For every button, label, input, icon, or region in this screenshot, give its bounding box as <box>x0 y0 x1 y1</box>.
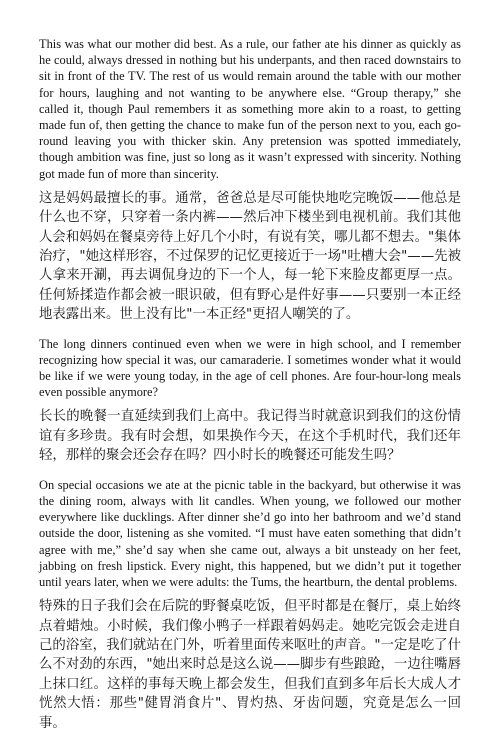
english-paragraph-1: This was what our mother did best. As a rule, our father ate his dinner as quickly as he could, always dressed in nothing but his underpants, and then raced downstairs to sit in front of the TV. The rest of us would remain around the table with our mother for hours, laughing and not wanting to be anywhere else. “Group therapy,” she called it, though Paul remembers it as something more akin to a roast, to getting made fun of, then getting the chance to make fun of the person next to you, each go-round leaving you with thicker skin. Any pretension was spotted immediately, though ambition was fine, just so long as it wasn’t expressed with sincerity. Nothing got made fun of more than sincerity. <box>39 37 461 181</box>
english-paragraph-2: The long dinners continued even when we were in high school, and I remember recognizing how special it was, our camaraderie. I sometimes wonder what it would be like if we were young today, in the age of cell phones. Are four-hour-long meals even possible anymore? <box>39 336 461 400</box>
chinese-paragraph-2: 长长的晚餐一直延续到我们上高中。我记得当时就意识到我们的这份情谊有多珍贵。我有时会想，如果换作今天，在这个手机时代，我们还年轻，那样的聚会还会存在吗？四小时长的晚餐还可能发生吗？ <box>39 409 461 464</box>
chinese-paragraph-1: 这是妈妈最擅长的事。通常，爸爸总是尽可能快地吃完晚饭——他总是什么也不穿，只穿着一条内裤——然后冲下楼坐到电视机前。我们其他人会和妈妈在餐桌旁待上好几个小时，有说有笑，哪儿都不想去。"集体治疗，"她这样形容，不过保罗的记忆更接近于一场"吐槽大会"——先被人拿来开涮，再去调侃身边的下一个人，每一轮下来脸皮都更厚一点。任何矫揉造作都会被一眼识破，但有野心是件好事——只要别一本正经地表露出来。世上没有比"一本正经"更招人嘲笑的了。 <box>39 190 461 323</box>
chinese-paragraph-3: 特殊的日子我们会在后院的野餐桌吃饭，但平时都是在餐厅，桌上始终点着蜡烛。小时候，我们像小鸭子一样跟着妈妈走。她吃完饭会走进自己的浴室，我们就站在门外，听着里面传来呕吐的声音。"一定是吃了什么不对劲的东西，"她出来时总是这么说——脚步有些踉跄，一边往嘴唇上抹口红。这样的事每天晚上都会发生，但我们直到多年后长大成人才恍然大悟：那些"健胃消食片"、胃灼热、牙齿问题，究竟是怎么一回事。 <box>39 599 461 731</box>
english-paragraph-3: On special occasions we ate at the picnic table in the backyard, but otherwise it was the dining room, always with lit candles. When young, we followed our mother everywhere like ducklings. After dinner she’d go into her bathroom and we’d stand outside the door, listening as she vomited. “I must have eaten something that didn’t agree with me,” she’d say when she came out, always a bit unsteady on her feet, jabbing on fresh lipstick. Every night, this happened, but we didn’t put it together until years later, when we were adults: the Tums, the heartburn, the dental problems. <box>39 477 461 589</box>
